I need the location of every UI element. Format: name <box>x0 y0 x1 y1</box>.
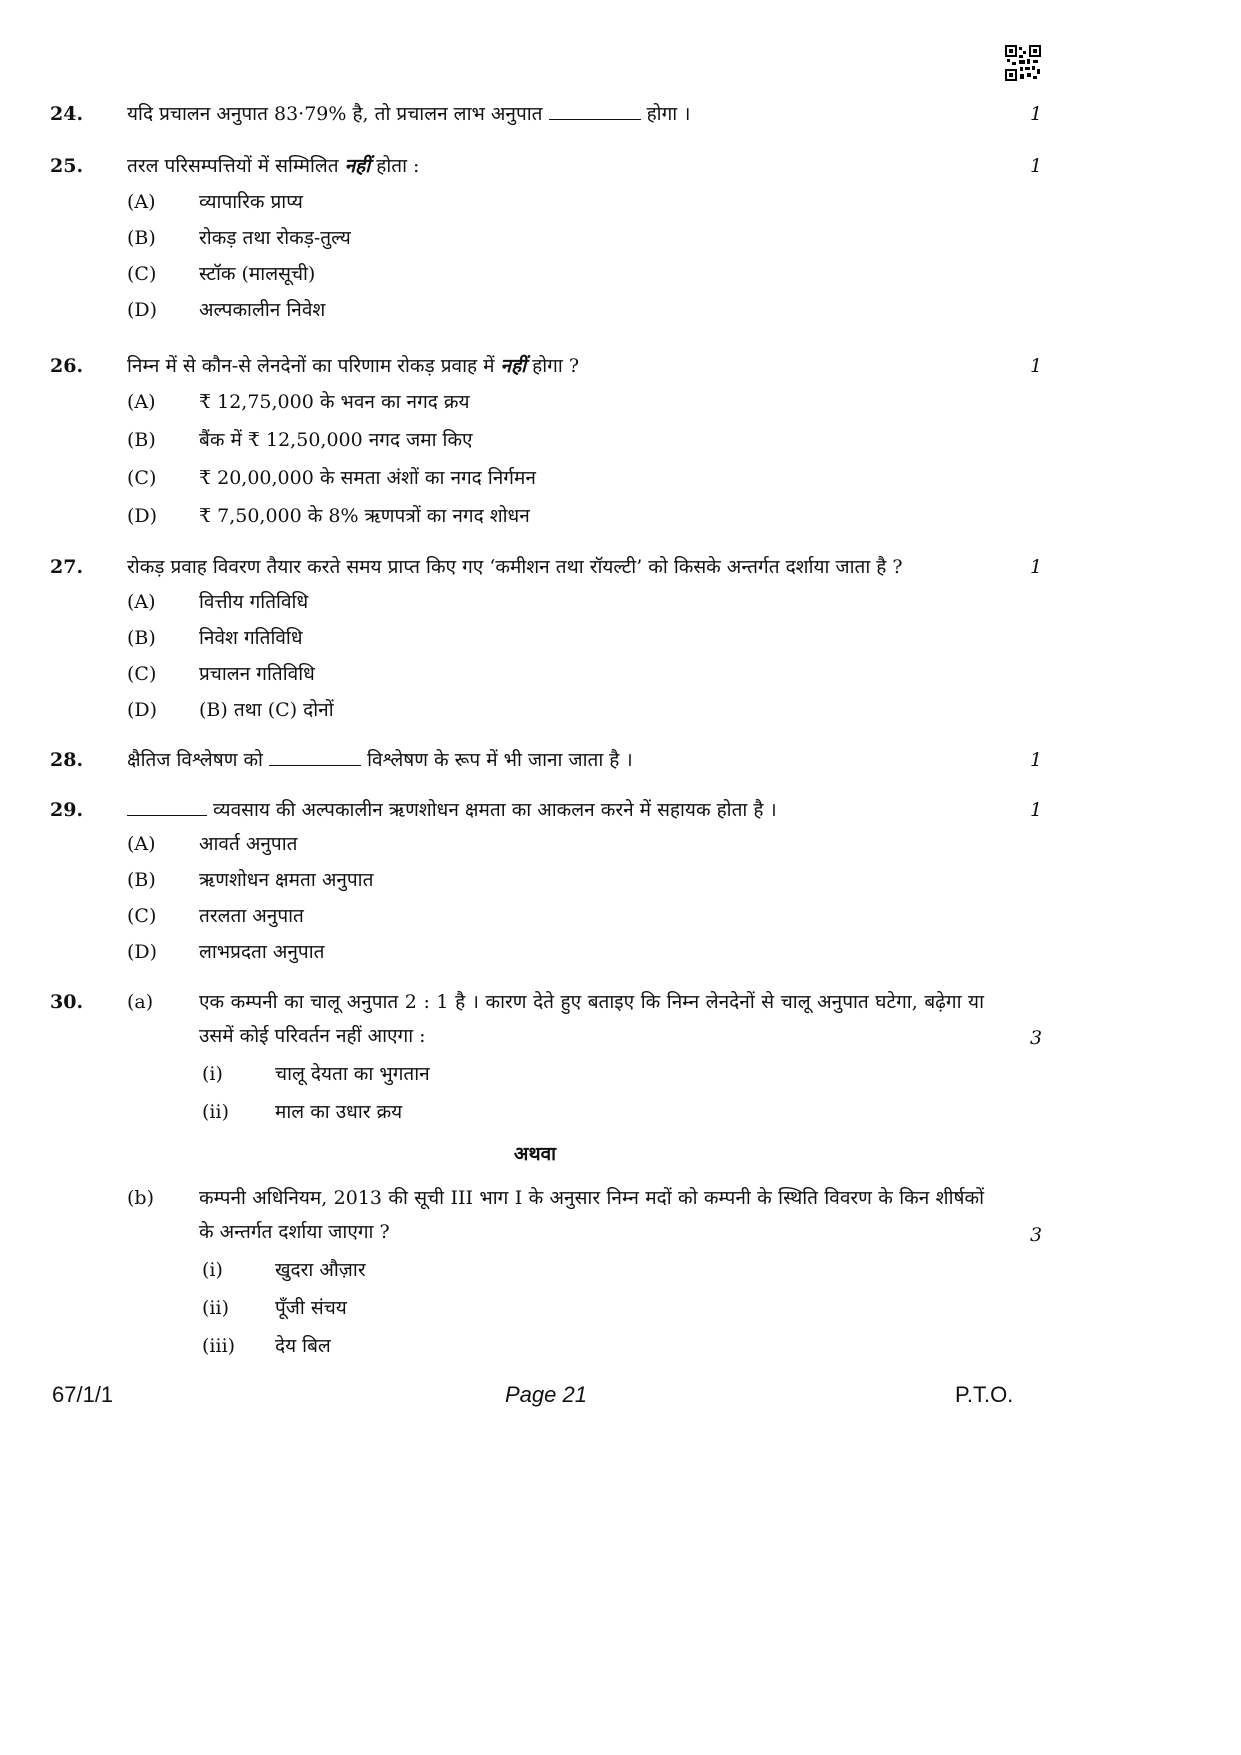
question-text: क्षैतिज विश्लेषण को विश्लेषण के रूप में भी जाना जाता है । <box>127 749 633 771</box>
question-number: 27. <box>50 556 84 578</box>
option-a <box>0 828 1241 860</box>
subpart-a-text: एक कम्पनी का चालू अनुपात 2 : 1 है । कारण देते हुए बताइए कि निम्न लेनदेनों से चालू अनुपात घटेगा, बढ़ेगा या उसमें कोई परिवर्तन नहीं आएगा : <box>199 991 984 1047</box>
marks: 1 <box>1030 155 1043 177</box>
question-number: 28. <box>50 749 84 771</box>
option-c <box>0 258 1241 290</box>
item-label: (ii) <box>202 1297 229 1319</box>
option-label: (A) <box>127 391 156 413</box>
question-29 <box>0 794 1241 826</box>
qr-code-icon <box>1005 45 1041 81</box>
question-text: निम्न में से कौन-से लेनदेनों का परिणाम रोकड़ प्रवाह में नहीं होगा ? <box>127 355 580 377</box>
question-number: 30. <box>50 991 84 1013</box>
item-label: (iii) <box>202 1335 236 1357</box>
option-text: ₹ 12,75,000 के भवन का नगद क्रय <box>199 391 470 413</box>
marks: 1 <box>1030 355 1043 377</box>
page-number: Page 21 <box>505 1382 587 1407</box>
option-label: (A) <box>127 191 156 213</box>
subpart-b-item-iii <box>0 1330 1241 1362</box>
option-text: ऋणशोधन क्षमता अनुपात <box>199 869 374 891</box>
option-text: स्टॉक (मालसूची) <box>199 263 316 285</box>
option-d <box>0 294 1241 326</box>
marks: 1 <box>1030 103 1043 125</box>
option-text: ₹ 7,50,000 के 8% ऋणपत्रों का नगद शोधन <box>199 505 530 527</box>
option-label: (A) <box>127 591 156 613</box>
option-a <box>0 586 1241 618</box>
option-b <box>0 622 1241 654</box>
subpart-b-item-i <box>0 1254 1241 1286</box>
option-text: लाभप्रदता अनुपात <box>199 941 325 963</box>
option-text: प्रचालन गतिविधि <box>199 663 315 685</box>
subpart-a-item-i <box>0 1058 1241 1090</box>
subpart-b-text: कम्पनी अधिनियम, 2013 की सूची III भाग I के अनुसार निम्न मदों को कम्पनी के स्थिति विवरण के किन शीर्षकों के अन्तर्गत दर्शाया जाएगा ? <box>199 1187 984 1243</box>
subpart-b-item-ii <box>0 1292 1241 1324</box>
option-c <box>0 900 1241 932</box>
option-text: आवर्त अनुपात <box>199 833 298 855</box>
paper-code: 67/1/1 <box>52 1382 114 1407</box>
question-text: यदि प्रचालन अनुपात 83·79% है, तो प्रचालन लाभ अनुपात होगा । <box>127 103 691 125</box>
item-text: देय बिल <box>275 1335 331 1357</box>
option-text: (B) तथा (C) दोनों <box>199 699 334 721</box>
option-a <box>0 386 1241 418</box>
option-label: (D) <box>127 505 158 527</box>
question-25 <box>0 150 1241 182</box>
question-text: व्यवसाय की अल्पकालीन ऋणशोधन क्षमता का आकलन करने में सहायक होता है । <box>127 794 777 826</box>
emphasis-text: नहीं <box>500 355 527 377</box>
answer-blank <box>549 102 641 120</box>
option-label: (D) <box>127 941 158 963</box>
or-divider <box>0 1138 1241 1170</box>
or-word: अथवा <box>513 1143 557 1165</box>
subpart-label: (b) <box>127 1187 154 1209</box>
option-label: (C) <box>127 263 157 285</box>
item-label: (i) <box>202 1259 223 1281</box>
option-text: ₹ 20,00,000 के समता अंशों का नगद निर्गमन <box>199 467 536 489</box>
question-text: रोकड़ प्रवाह विवरण तैयार करते समय प्राप्त किए गए ‘कमीशन तथा रॉयल्टी’ को किसके अन्तर्गत दर्शाया जाता है ? <box>127 556 903 578</box>
option-b <box>0 864 1241 896</box>
subpart-a-item-ii <box>0 1096 1241 1128</box>
item-text: पूँजी संचय <box>275 1297 347 1319</box>
question-number: 26. <box>50 355 84 377</box>
option-label: (D) <box>127 699 158 721</box>
marks: 1 <box>1030 799 1043 821</box>
question-28 <box>0 744 1241 776</box>
option-d <box>0 500 1241 532</box>
option-text: व्यापारिक प्राप्य <box>199 191 303 213</box>
option-d <box>0 694 1241 726</box>
subpart-b-marks-row <box>0 1219 1241 1251</box>
marks: 1 <box>1030 556 1043 578</box>
option-text: बैंक में ₹ 12,50,000 नगद जमा किए <box>199 429 473 451</box>
emphasis-text: नहीं <box>344 155 371 177</box>
item-text: चालू देयता का भुगतान <box>275 1063 430 1085</box>
question-26 <box>0 350 1241 382</box>
option-label: (C) <box>127 467 157 489</box>
option-text: तरलता अनुपात <box>199 905 304 927</box>
item-text: माल का उधार क्रय <box>275 1101 403 1123</box>
option-label: (B) <box>127 227 156 249</box>
question-number: 25. <box>50 155 84 177</box>
option-b <box>0 222 1241 254</box>
marks: 3 <box>1030 1027 1043 1049</box>
option-c <box>0 462 1241 494</box>
item-label: (i) <box>202 1063 223 1085</box>
marks: 3 <box>1030 1224 1043 1246</box>
option-d <box>0 936 1241 968</box>
item-text: खुदरा औज़ार <box>275 1259 366 1281</box>
option-text: वित्तीय गतिविधि <box>199 591 309 613</box>
option-label: (D) <box>127 299 158 321</box>
subpart-a-marks-row <box>0 1022 1241 1054</box>
option-label: (B) <box>127 429 156 451</box>
option-label: (B) <box>127 627 156 649</box>
pto-label: P.T.O. <box>955 1382 1014 1407</box>
question-text: तरल परिसम्पत्तियों में सम्मिलित नहीं होता : <box>127 155 420 177</box>
marks: 1 <box>1030 749 1043 771</box>
answer-blank <box>269 748 361 766</box>
option-text: अल्पकालीन निवेश <box>199 299 326 321</box>
item-label: (ii) <box>202 1101 229 1123</box>
option-c <box>0 658 1241 690</box>
answer-blank <box>127 798 207 816</box>
option-label: (B) <box>127 869 156 891</box>
option-a <box>0 186 1241 218</box>
subpart-label: (a) <box>127 991 154 1013</box>
option-label: (C) <box>127 663 157 685</box>
option-label: (C) <box>127 905 157 927</box>
question-27 <box>0 551 1241 583</box>
question-number: 29. <box>50 799 84 821</box>
option-b <box>0 424 1241 456</box>
question-24 <box>0 98 1241 130</box>
option-text: रोकड़ तथा रोकड़-तुल्य <box>199 227 351 249</box>
option-label: (A) <box>127 833 156 855</box>
question-number: 24. <box>50 103 84 125</box>
option-text: निवेश गतिविधि <box>199 627 303 649</box>
